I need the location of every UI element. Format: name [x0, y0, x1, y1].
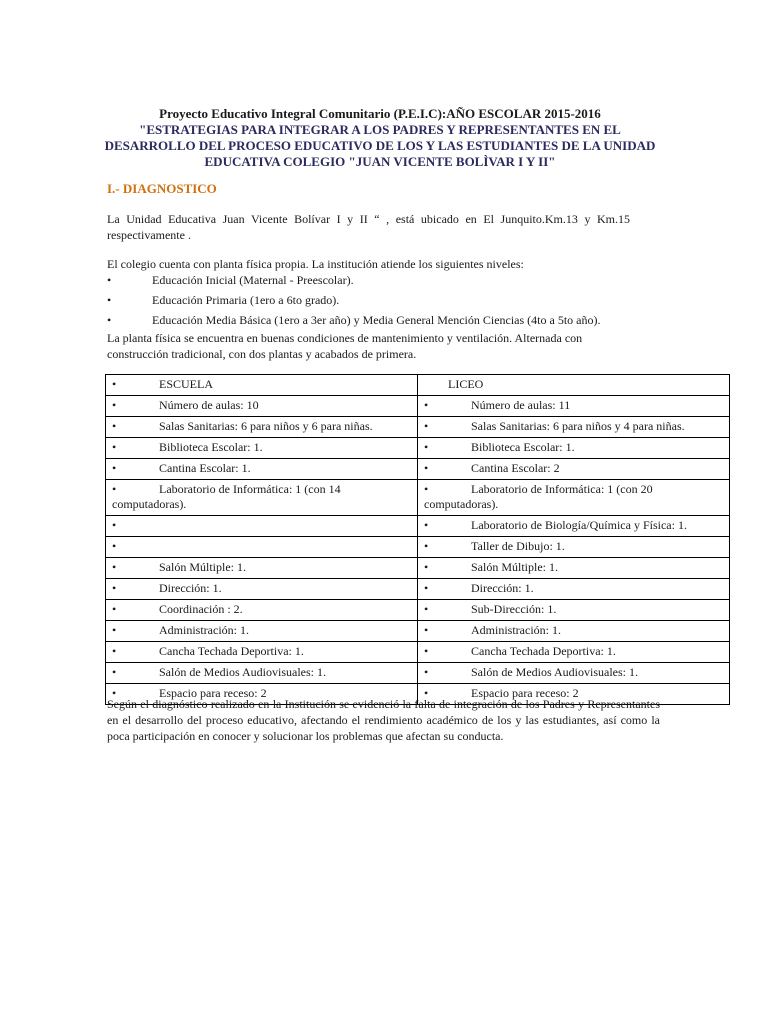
bullet-icon: • [112, 377, 117, 391]
liceo-cell [418, 417, 730, 438]
escuela-cell [106, 600, 418, 621]
cell-content [112, 440, 413, 455]
liceo-cell [418, 642, 730, 663]
cell-text: Espacio para receso: 2 [471, 686, 579, 700]
column-header: LICEO [448, 377, 484, 391]
table-row [106, 417, 730, 438]
cell-text: Número de aulas: 10 [159, 398, 259, 412]
escuela-cell [106, 558, 418, 579]
cell-content [424, 419, 725, 434]
escuela-cell [106, 537, 418, 558]
bullet-icon: • [424, 602, 429, 616]
cell-text: Salón Múltiple: 1. [471, 560, 558, 574]
bullet-icon: • [424, 461, 429, 475]
bullet-icon: • [112, 419, 117, 433]
bullet-icon: • [112, 623, 117, 637]
table-row [106, 516, 730, 537]
cell-text: Dirección: 1. [159, 581, 222, 595]
bullet-icon: • [424, 440, 429, 454]
liceo-cell [418, 375, 730, 396]
title-line-3: DESARROLLO DEL PROCESO EDUCATIVO DE LOS Y LAS ESTUDIANTES DE LA UNIDAD [104, 138, 656, 153]
cell-content [424, 440, 725, 455]
cell-content [112, 377, 413, 392]
cell-content [112, 665, 413, 680]
cell-text: Coordinación : 2. [159, 602, 243, 616]
bullet-icon: • [107, 313, 112, 327]
cell-text: Salas Sanitarias: 6 para niños y 4 para niñas. [471, 419, 685, 433]
escuela-cell [106, 375, 418, 396]
intro-paragraph: La Unidad Educativa Juan Vicente Bolívar I y II “ , está ubicado en El Junquito.Km.13 y Km.15 respectivamente . [107, 212, 630, 242]
liceo-cell [418, 537, 730, 558]
document-title [60, 106, 700, 170]
cell-text: Laboratorio de Informática: 1 (con 14 computadoras). [112, 482, 341, 511]
cell-text: Salas Sanitarias: 6 para niños y 6 para niñas. [159, 419, 373, 433]
bullet-icon: • [424, 398, 429, 412]
cell-content [112, 644, 413, 659]
bullet-icon: • [112, 461, 117, 475]
cell-content [112, 560, 413, 575]
cell-text: Salón de Medios Audiovisuales: 1. [471, 665, 638, 679]
escuela-cell [106, 663, 418, 684]
bullet-icon: • [112, 644, 117, 658]
bullet-icon: • [424, 539, 429, 553]
bullet-icon: • [112, 665, 117, 679]
level-text: Educación Primaria (1ero a 6to grado). [152, 293, 340, 307]
table-row [106, 480, 730, 516]
cell-content [112, 461, 413, 476]
level-text: Educación Inicial (Maternal - Preescolar). [152, 273, 354, 287]
cell-content [112, 398, 413, 413]
bullet-icon: • [112, 440, 117, 454]
escuela-cell [106, 459, 418, 480]
facilities-table [105, 374, 730, 705]
bullet-icon: • [424, 482, 429, 496]
bullet-icon: • [112, 482, 117, 496]
cell-content [424, 539, 725, 554]
title-line-1: Proyecto Educativo Integral Comunitario (P.E.I.C):AÑO ESCOLAR 2015-2016 [159, 106, 601, 121]
cell-text: Cancha Techada Deportiva: 1. [471, 644, 616, 658]
bullet-icon: • [424, 644, 429, 658]
cell-content [424, 602, 725, 617]
cell-content [112, 482, 413, 512]
cell-text: Salón de Medios Audiovisuales: 1. [159, 665, 326, 679]
bullet-icon: • [112, 398, 117, 412]
bullet-icon: • [107, 273, 112, 287]
cell-text: Taller de Dibujo: 1. [471, 539, 565, 553]
escuela-cell [106, 516, 418, 537]
cell-content [424, 623, 725, 638]
liceo-cell [418, 663, 730, 684]
cell-content [112, 539, 413, 554]
cell-text: Espacio para receso: 2 [159, 686, 267, 700]
cell-content [112, 623, 413, 638]
cell-content [424, 581, 725, 596]
planta-paragraph: La planta física se encuentra en buenas condiciones de mantenimiento y ventilación. Alternada con construcción tradicional, con dos plantas y acabados de primera. [107, 331, 583, 361]
bullet-icon: • [112, 581, 117, 595]
cell-text: Cantina Escolar: 2 [471, 461, 560, 475]
escuela-cell [106, 621, 418, 642]
cell-text: Cancha Techada Deportiva: 1. [159, 644, 304, 658]
table-row [106, 621, 730, 642]
bullet-icon: • [424, 518, 429, 532]
cell-content [112, 518, 413, 533]
facilities-table-body [106, 375, 730, 705]
cell-text: Sub-Dirección: 1. [471, 602, 557, 616]
cell-content [424, 560, 725, 575]
cell-content [424, 644, 725, 659]
bullet-icon: • [112, 539, 117, 553]
bullet-icon: • [112, 518, 117, 532]
cell-content [424, 461, 725, 476]
escuela-cell [106, 480, 418, 516]
escuela-cell [106, 438, 418, 459]
bullet-icon: • [424, 560, 429, 574]
section-heading: I.- DIAGNOSTICO [107, 181, 217, 196]
cell-text: Laboratorio de Informática: 1 (con 20 computadoras). [424, 482, 653, 511]
liceo-cell [418, 621, 730, 642]
bullet-icon: • [424, 623, 429, 637]
cell-text: Biblioteca Escolar: 1. [159, 440, 263, 454]
table-row [106, 438, 730, 459]
table-row [106, 600, 730, 621]
title-line-4: EDUCATIVA COLEGIO "JUAN VICENTE BOLÌVAR I Y II" [204, 154, 556, 169]
title-line-2: "ESTRATEGIAS PARA INTEGRAR A LOS PADRES Y REPRESENTANTES EN EL [139, 122, 621, 137]
liceo-cell [418, 579, 730, 600]
cell-text: Administración: 1. [159, 623, 249, 637]
levels-intro: El colegio cuenta con planta física propia. La institución atiende los siguientes niveles: [107, 257, 524, 271]
liceo-cell [418, 480, 730, 516]
table-row [106, 375, 730, 396]
escuela-cell [106, 396, 418, 417]
liceo-cell [418, 459, 730, 480]
liceo-cell [418, 396, 730, 417]
bullet-icon: • [112, 560, 117, 574]
bullet-icon: • [424, 581, 429, 595]
cell-text: Salón Múltiple: 1. [159, 560, 246, 574]
cell-content [112, 581, 413, 596]
liceo-cell [418, 600, 730, 621]
liceo-cell [418, 516, 730, 537]
escuela-cell [106, 579, 418, 600]
escuela-cell [106, 417, 418, 438]
cell-content [424, 518, 725, 533]
table-row [106, 642, 730, 663]
table-row [106, 579, 730, 600]
bullet-icon: • [107, 293, 112, 307]
column-header: ESCUELA [159, 377, 213, 391]
cell-content [112, 602, 413, 617]
cell-content [424, 398, 725, 413]
liceo-cell [418, 558, 730, 579]
bullet-icon: • [424, 665, 429, 679]
level-text: Educación Media Básica (1ero a 3er año) y Media General Mención Ciencias (4to a 5to año). [152, 313, 601, 327]
cell-content [424, 482, 725, 512]
table-row [106, 558, 730, 579]
cell-text: Número de aulas: 11 [471, 398, 571, 412]
table-row [106, 396, 730, 417]
bullet-icon: • [424, 419, 429, 433]
bullet-icon: • [112, 602, 117, 616]
escuela-cell [106, 642, 418, 663]
cell-text: Cantina Escolar: 1. [159, 461, 251, 475]
cell-text: Biblioteca Escolar: 1. [471, 440, 575, 454]
table-row [106, 663, 730, 684]
conclusion-paragraph: Según el diagnóstico realizado en la Institución se evidenció la falta de integración de los Padres y Representantes en el desarrollo del proceso educativo, afectando el rendimiento académico de los y las estudiantes, así como la poca participación en conocer y solucionar los problemas que afectan su conducta. [107, 697, 660, 743]
cell-text: Laboratorio de Biología/Química y Física: 1. [471, 518, 687, 532]
bullet-icon: • [424, 686, 429, 700]
table-row [106, 459, 730, 480]
cell-text: Administración: 1. [471, 623, 561, 637]
cell-text: Dirección: 1. [471, 581, 534, 595]
liceo-cell [418, 438, 730, 459]
cell-content [112, 419, 413, 434]
bullet-icon: • [112, 686, 117, 700]
cell-content [424, 665, 725, 680]
table-row [106, 537, 730, 558]
cell-content [424, 377, 725, 392]
